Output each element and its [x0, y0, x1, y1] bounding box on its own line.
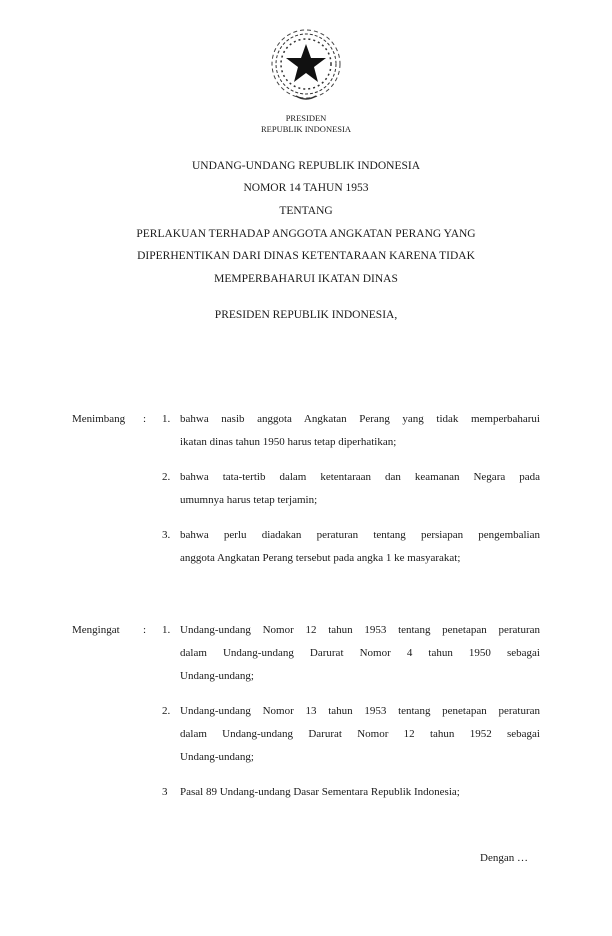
title-line-4: PERLAKUAN TERHADAP ANGGOTA ANGKATAN PERANG YANG	[136, 228, 476, 240]
mengingat-item-2-rest: Undang-undang;	[180, 751, 254, 763]
mengingat-item-2-line2: dalam Undang-undang Darurat Nomor 12 tahun 1952 sebagai	[180, 728, 540, 740]
menimbang-item-3-rest: anggota Angkatan Perang tersebut pada angka 1 ke masyarakat;	[180, 552, 461, 564]
menimbang-item-1-line1: bahwa nasib anggota Angkatan Perang yang tidak memperbaharui	[180, 413, 540, 425]
menimbang-item-2-num: 2.	[162, 471, 171, 483]
mengingat-item-1-line2: dalam Undang-undang Darurat Nomor 4 tahun 1950 sebagai	[180, 647, 540, 659]
title-line-3: TENTANG	[279, 205, 333, 217]
menimbang-item-3-line1: bahwa perlu diadakan peraturan tentang persiapan pengembalian	[180, 529, 540, 541]
header-line-republik: REPUBLIK INDONESIA	[261, 124, 351, 134]
mengingat-item-2-line1: Undang-undang Nomor 13 tahun 1953 tentang penetapan peraturan	[180, 705, 540, 717]
menimbang-item-2-line1: bahwa tata-tertib dalam ketentaraan dan keamanan Negara pada	[180, 471, 540, 483]
president-heading: PRESIDEN REPUBLIK INDONESIA,	[214, 309, 398, 321]
mengingat-label: Mengingat	[72, 624, 120, 636]
menimbang-label: Menimbang	[72, 413, 126, 425]
mengingat-item-1-num: 1.	[162, 624, 171, 636]
menimbang-item-2-rest: umumnya harus tetap terjamin;	[180, 494, 318, 506]
title-line-1: UNDANG-UNDANG REPUBLIK INDONESIA	[191, 160, 421, 172]
menimbang-item-1-num: 1.	[162, 413, 171, 425]
menimbang-item-1-rest: ikatan dinas tahun 1950 harus tetap diperhatikan;	[180, 436, 397, 448]
title-line-6: MEMPERBAHARUI IKATAN DINAS	[214, 273, 398, 285]
mengingat-item-1-line1: Undang-undang Nomor 12 tahun 1953 tentang penetapan peraturan	[180, 624, 540, 636]
title-line-2: NOMOR 14 TAHUN 1953	[243, 182, 369, 194]
menimbang-colon: :	[143, 413, 147, 425]
presidential-emblem-icon	[266, 26, 346, 106]
mengingat-colon: :	[143, 624, 147, 636]
mengingat-item-2-num: 2.	[162, 705, 171, 717]
mengingat-item-1-rest: Undang-undang;	[180, 670, 254, 682]
menimbang-item-3-num: 3.	[162, 529, 171, 541]
mengingat-item-3-num: 3	[162, 786, 168, 798]
continuation-text: Dengan …	[480, 852, 528, 864]
mengingat-item-3-line1: Pasal 89 Undang-undang Dasar Sementara Republik Indonesia;	[180, 786, 460, 798]
header-line-presiden: PRESIDEN	[285, 113, 327, 123]
title-line-5: DIPERHENTIKAN DARI DINAS KETENTARAAN KARENA TIDAK	[137, 250, 475, 262]
